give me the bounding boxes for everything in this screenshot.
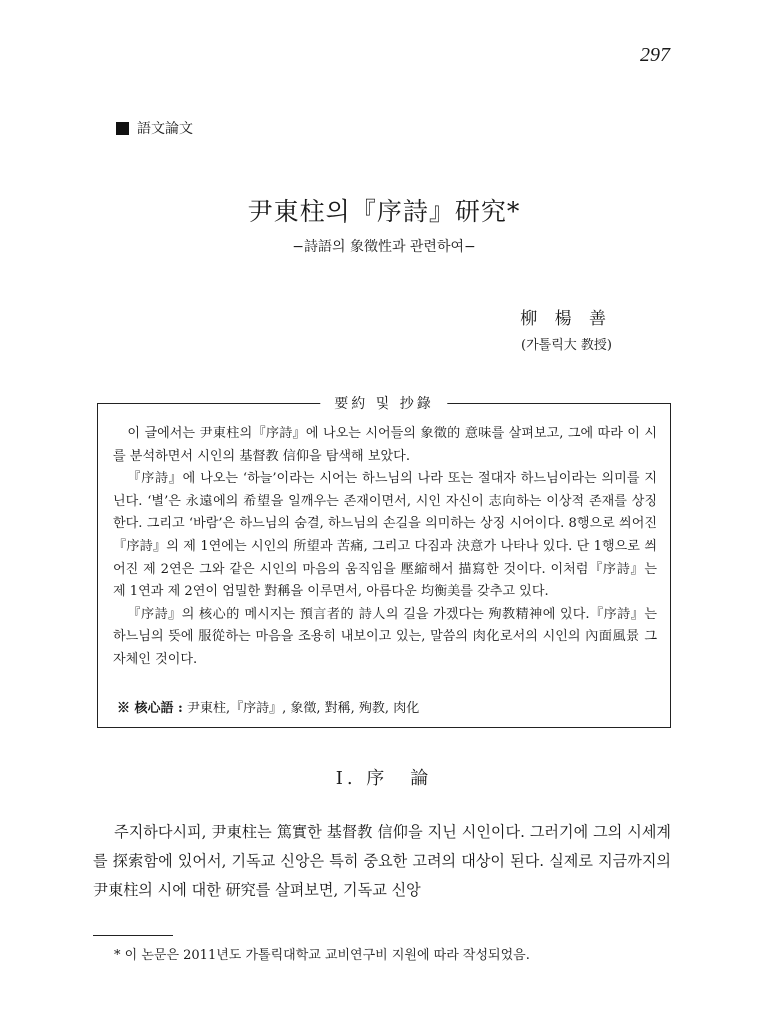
body-paragraph: 주지하다시피, 尹東柱는 篤實한 基督教 信仰을 지닌 시인이다. 그러기에 그의 시세계를 探索함에 있어서, 기독교 신앙은 특히 중요한 고려의 대상이 된다. 실제로 지금까지의 尹東柱의 시에 대한 研究를 살펴보면, 기독교 신앙 (93, 823, 671, 899)
square-bullet-icon (116, 122, 129, 135)
section-heading: I. 序 論 (335, 768, 433, 789)
paper-title: 尹東柱의『序詩』研究* (247, 197, 521, 226)
abstract-paragraph: 이 글에서는 尹東柱의『序詩』에 나오는 시어들의 象徵的 意味를 살펴보고, 그에 따라 이 시를 분석하면서 시인의 基督教 信仰을 탐색해 보았다. (113, 426, 657, 464)
abstract-box (97, 396, 671, 728)
paper-subtitle: −詩語의 象徵性과 관련하여− (292, 239, 476, 255)
section-label-text: 語文論文 (137, 121, 193, 137)
keywords-line (117, 697, 419, 716)
keywords-list: 尹東柱,『序詩』, 象徵, 對稱, 殉教, 肉化 (187, 701, 420, 716)
section-label (116, 118, 193, 138)
abstract-paragraph: 『序詩』에 나오는 ‘하늘’이라는 시어는 하느님의 나라 또는 절대자 하느님이라는 의미를 지닌다. ‘별’은 永遠에의 希望을 일깨우는 존재이면서, 시인 자신이 志向하는 이상적 존재를 상징한다. 그리고 ‘바람’은 하느님의 숨결, 하느님의 손길을 의미하는 상징 시어이다. 8행으로 씌어진『序詩』의 제 1연에는 시인의 所望과 苦痛, 그리고 다짐과 決意가 나타나 있다. 단 1행으로 씌어진 제 2연은 그와 같은 시인의 마음의 움직임을 壓縮해서 描寫한 것이다. 이처럼『序詩』는 제 1연과 제 2연이 엄밀한 對稱을 이루면서, 아름다운 均衡美를 갖추고 있다. (113, 471, 657, 600)
footnote: * 이 논문은 2011년도 가톨릭대학교 교비연구비 지원에 따라 작성되었음. (114, 948, 530, 963)
author-affiliation: (가톨릭大 教授) (521, 338, 612, 353)
keywords-label: ※ 核心語 : (117, 701, 183, 716)
page-number: 297 (640, 44, 670, 66)
author-name: 柳 楊 善 (520, 309, 612, 329)
footnote-divider (93, 935, 173, 936)
abstract-heading: 要約 및 抄錄 (320, 393, 447, 413)
abstract-paragraph: 『序詩』의 核心的 메시지는 預言者的 詩人의 길을 가겠다는 殉教精神에 있다.『序詩』는 하느님의 뜻에 服從하는 마음을 조용히 내보이고 있는, 말씀의 肉化로서의 시인의 內面風景 그 자체인 것이다. (113, 606, 657, 667)
abstract-body (113, 423, 657, 672)
